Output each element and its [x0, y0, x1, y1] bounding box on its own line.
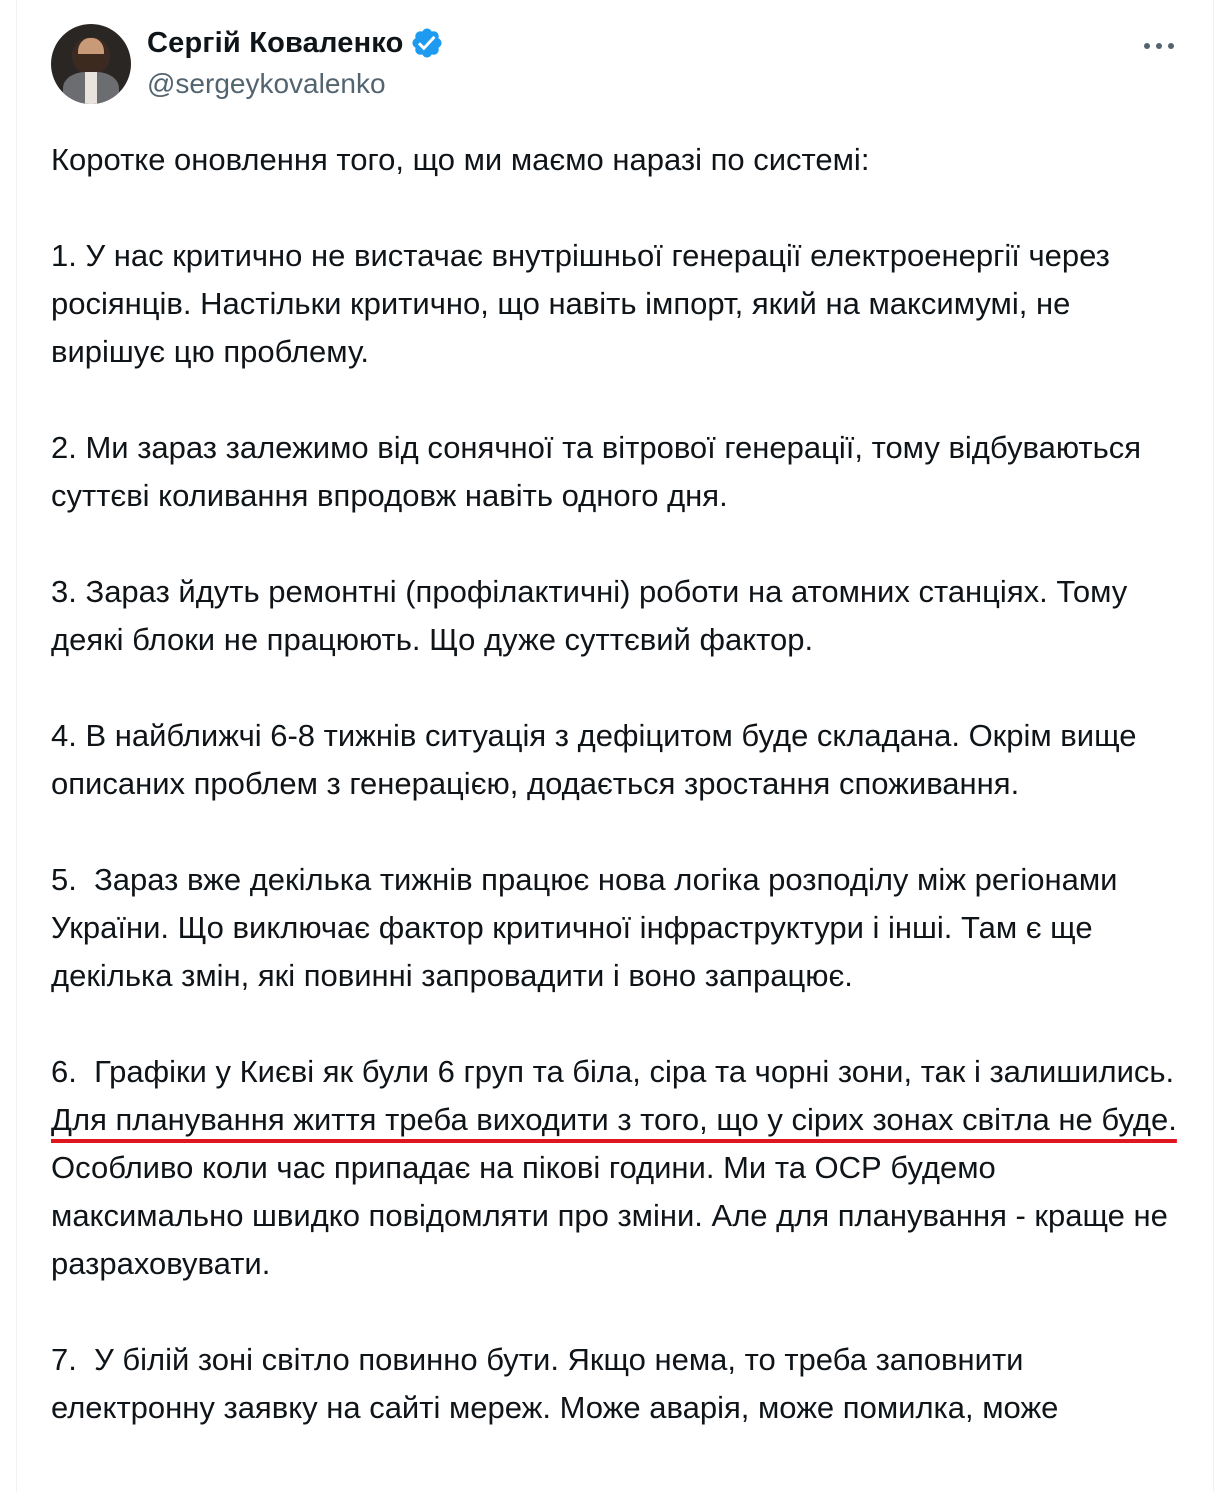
author-name-row	[147, 26, 444, 60]
author-name[interactable]: Сергій Коваленко	[147, 26, 404, 59]
tweet-point-3: 3. Зараз йдуть ремонтні (профілактичні) роботи на атомних станціях. Тому деякі блоки не працюють. Що дуже суттєвий фактор.	[51, 574, 1136, 657]
author-handle[interactable]: @sergeykovalenko	[147, 68, 386, 99]
tweet-point-1: 1. У нас критично не вистачає внутрішньої генерації електроенергії через росіянців. Настільки критично, що навіть імпорт, який на максимумі, не вирішує цю проблему.	[51, 238, 1119, 369]
tweet-point-6-start: 6. Графіки у Києві як були 6 груп та біла, сіра та чорні зони, так і залишились.	[51, 1054, 1183, 1089]
more-options-icon[interactable]	[1141, 34, 1177, 58]
tweet-text	[51, 136, 1193, 1480]
tweet-point-6	[51, 1048, 1193, 1288]
tweet-point-7: 7. У білій зоні світло повинно бути. Якщо нема, то треба заповнити електронну заявку на сайті мереж. Може аварія, може помилка, може	[51, 1342, 1059, 1425]
tweet-header	[51, 24, 1193, 106]
tweet-point-2: 2. Ми зараз залежимо від сонячної та вітрової генерації, тому відбуваються суттєві коливання впродовж навіть одного дня.	[51, 430, 1150, 513]
tweet-card	[16, 0, 1214, 1492]
tweet-intro: Коротке оновлення того, що ми маємо наразі по системі:	[51, 142, 870, 177]
tweet-point-4: 4. В найближчі 6-8 тижнів ситуація з дефіцитом буде складана. Окрім вище описаних проблем з генерацією, додається зростання споживання.	[51, 718, 1146, 801]
verified-badge-icon	[410, 26, 444, 60]
tweet-point-6-end: Особливо коли час припадає на пікові години. Ми та ОСР будемо максимально швидко повідомляти про зміни. Але для планування - краще не разраховувати.	[51, 1102, 1186, 1281]
avatar[interactable]	[51, 24, 131, 104]
tweet-point-5: 5. Зараз вже декілька тижнів працює нова логіка розподілу між регіонами України. Що виключає фактор критичної інфраструктури і інші. Там є ще декілька змін, які повинні запровадити і воно запрацює.	[51, 862, 1127, 993]
highlighted-sentence: Для планування життя треба виходити з того, що у сірих зонах світла не буде.	[51, 1102, 1177, 1137]
